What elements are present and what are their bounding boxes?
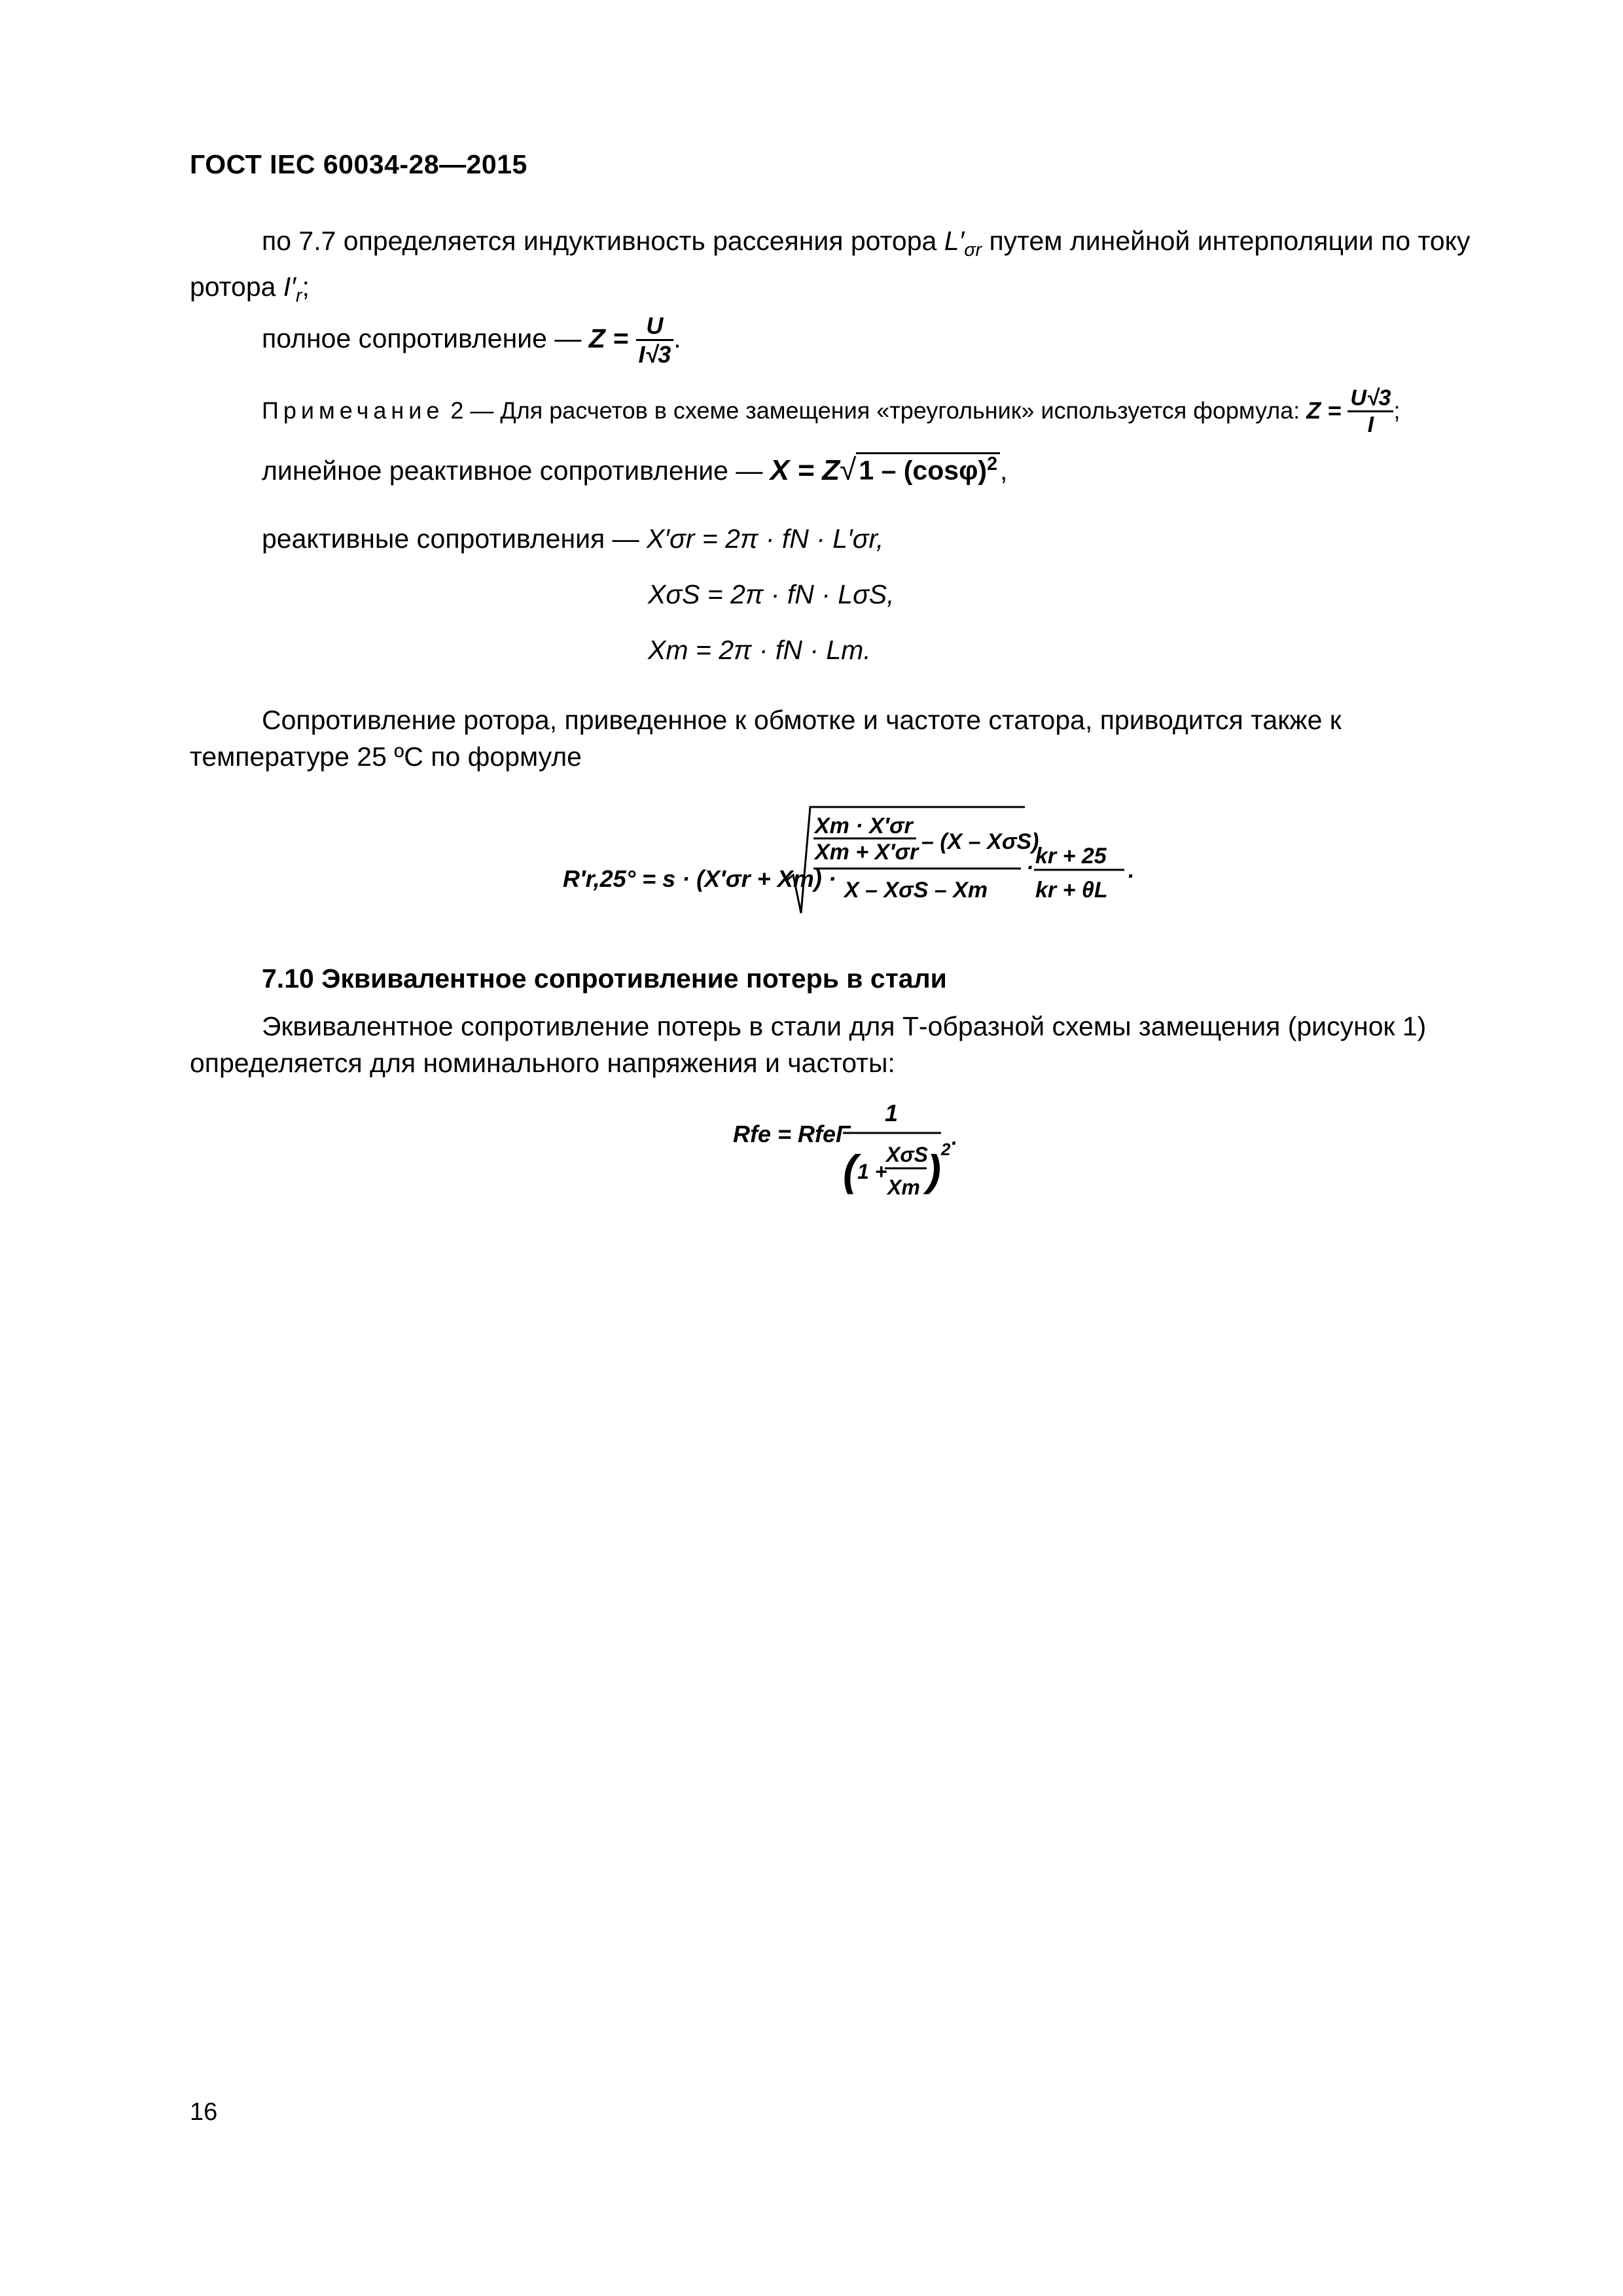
impedance-label: полное сопротивление — bbox=[262, 323, 589, 353]
formula-iron-loss bbox=[733, 1090, 995, 1221]
linear-reactance-end: , bbox=[1000, 456, 1008, 486]
reactance-formula-1: X′σr = 2π · fN · L′σr, bbox=[647, 524, 884, 554]
linear-reactance-line: линейное реактивное сопротивление — $X = Z√1 - (\cos\varphi)^2$, bbox=[262, 452, 1008, 486]
paragraph-rotor-inductance bbox=[190, 223, 1492, 314]
svg-text:(: ( bbox=[843, 1146, 857, 1194]
paragraph-rotor-resistance: Сопротивление ротора, приведенное к обмотке и частоте статора, приводится также к температуре 25 ºC по формуле bbox=[190, 705, 1342, 772]
standard-number-header: ГОСТ IEC 60034-28—2015 bbox=[190, 149, 527, 179]
svg-text:): ) bbox=[927, 1146, 941, 1194]
linear-reactance-label: линейное реактивное сопротивление — bbox=[262, 456, 770, 486]
page-number: 16 bbox=[190, 2098, 218, 2126]
paragraph-text-b: путем линейной интерполяции по току ротора bbox=[190, 226, 1471, 302]
impedance-line bbox=[262, 313, 681, 368]
linear-reactance-power: 2 bbox=[987, 454, 998, 475]
formula-fe-den-num: XσS bbox=[886, 1143, 928, 1166]
formula-rotor-lhs: R′r,25° = s · (X′σr + Xm) · bbox=[563, 865, 836, 892]
reactance-formula-3-line bbox=[648, 635, 871, 666]
reactance-formula-2: XσS = 2π · fN · LσS, bbox=[648, 579, 895, 609]
section-7-10-text: Эквивалентное сопротивление потерь в стали для Т-образной схемы замещения (рисунок 1) определяется для номинального напряжения и частоты: bbox=[190, 1011, 1427, 1078]
paragraph-text-a: по 7.7 определяется индуктивность рассеяния ротора bbox=[262, 226, 944, 256]
var-l-prime: L′ bbox=[944, 226, 965, 256]
section-7-10-heading: 7.10 Эквивалентное сопротивление потерь в стали bbox=[262, 963, 947, 994]
impedance-numerator: U bbox=[636, 313, 674, 341]
formula-fe-num: 1 bbox=[885, 1100, 899, 1126]
formula-fe-den-den: Xm bbox=[887, 1175, 920, 1199]
var-i-sub: r bbox=[295, 285, 302, 307]
formula-rotor-resistance bbox=[563, 795, 1139, 926]
reactance-formula-3: Xm = 2π · fN · Lm. bbox=[648, 635, 871, 665]
reactances-label: реактивные сопротивления — bbox=[262, 524, 647, 554]
formula-rotor-den: X – XσS – Xm bbox=[844, 878, 988, 903]
note-2 bbox=[262, 386, 1400, 438]
note-denominator: I bbox=[1367, 412, 1374, 438]
formula-rotor-inner-num: Xm · X′σr bbox=[815, 814, 913, 838]
formula-rotor-minus-term: – (X – XσS) bbox=[921, 829, 1039, 854]
svg-text:·: · bbox=[1026, 855, 1034, 880]
formula-fe-power: 2 bbox=[941, 1139, 951, 1159]
formula-rotor-t-den: kr + θL bbox=[1035, 878, 1108, 903]
var-i-prime: I′ bbox=[283, 272, 296, 302]
linear-reactance-formula: X = Z bbox=[770, 454, 840, 486]
note-text: 2 — Для расчетов в схеме замещения «треугольник» используется формула: bbox=[444, 397, 1307, 424]
note-prefix: Примечание bbox=[262, 397, 444, 424]
formula-fe-end: . bbox=[952, 1126, 957, 1149]
note-lhs: Z = bbox=[1306, 397, 1342, 424]
formula-rotor-t-num: kr + 25 bbox=[1035, 844, 1107, 869]
note-numerator: U√3 bbox=[1347, 386, 1393, 412]
formula-rotor-inner-den: Xm + X′σr bbox=[815, 840, 919, 865]
impedance-fraction bbox=[636, 313, 674, 368]
impedance-lhs: Z = bbox=[588, 323, 629, 353]
formula-fe-den-a: 1 + bbox=[857, 1160, 887, 1183]
note-fraction bbox=[1347, 386, 1393, 438]
reactance-formula-2-line bbox=[648, 579, 895, 610]
formula-fe-lhs: Rfe = RfeГ bbox=[733, 1121, 851, 1147]
formula-rotor-end: . bbox=[1128, 858, 1135, 883]
paragraph-end: ; bbox=[302, 272, 310, 302]
impedance-denominator: I√3 bbox=[638, 340, 671, 368]
linear-reactance-radicand: $1 - (\cos\varphi)^2$ bbox=[856, 452, 1000, 485]
var-l-sub: σr bbox=[964, 240, 982, 261]
note-end: ; bbox=[1393, 397, 1400, 424]
reactances-line bbox=[262, 524, 883, 554]
impedance-end: . bbox=[673, 323, 681, 353]
